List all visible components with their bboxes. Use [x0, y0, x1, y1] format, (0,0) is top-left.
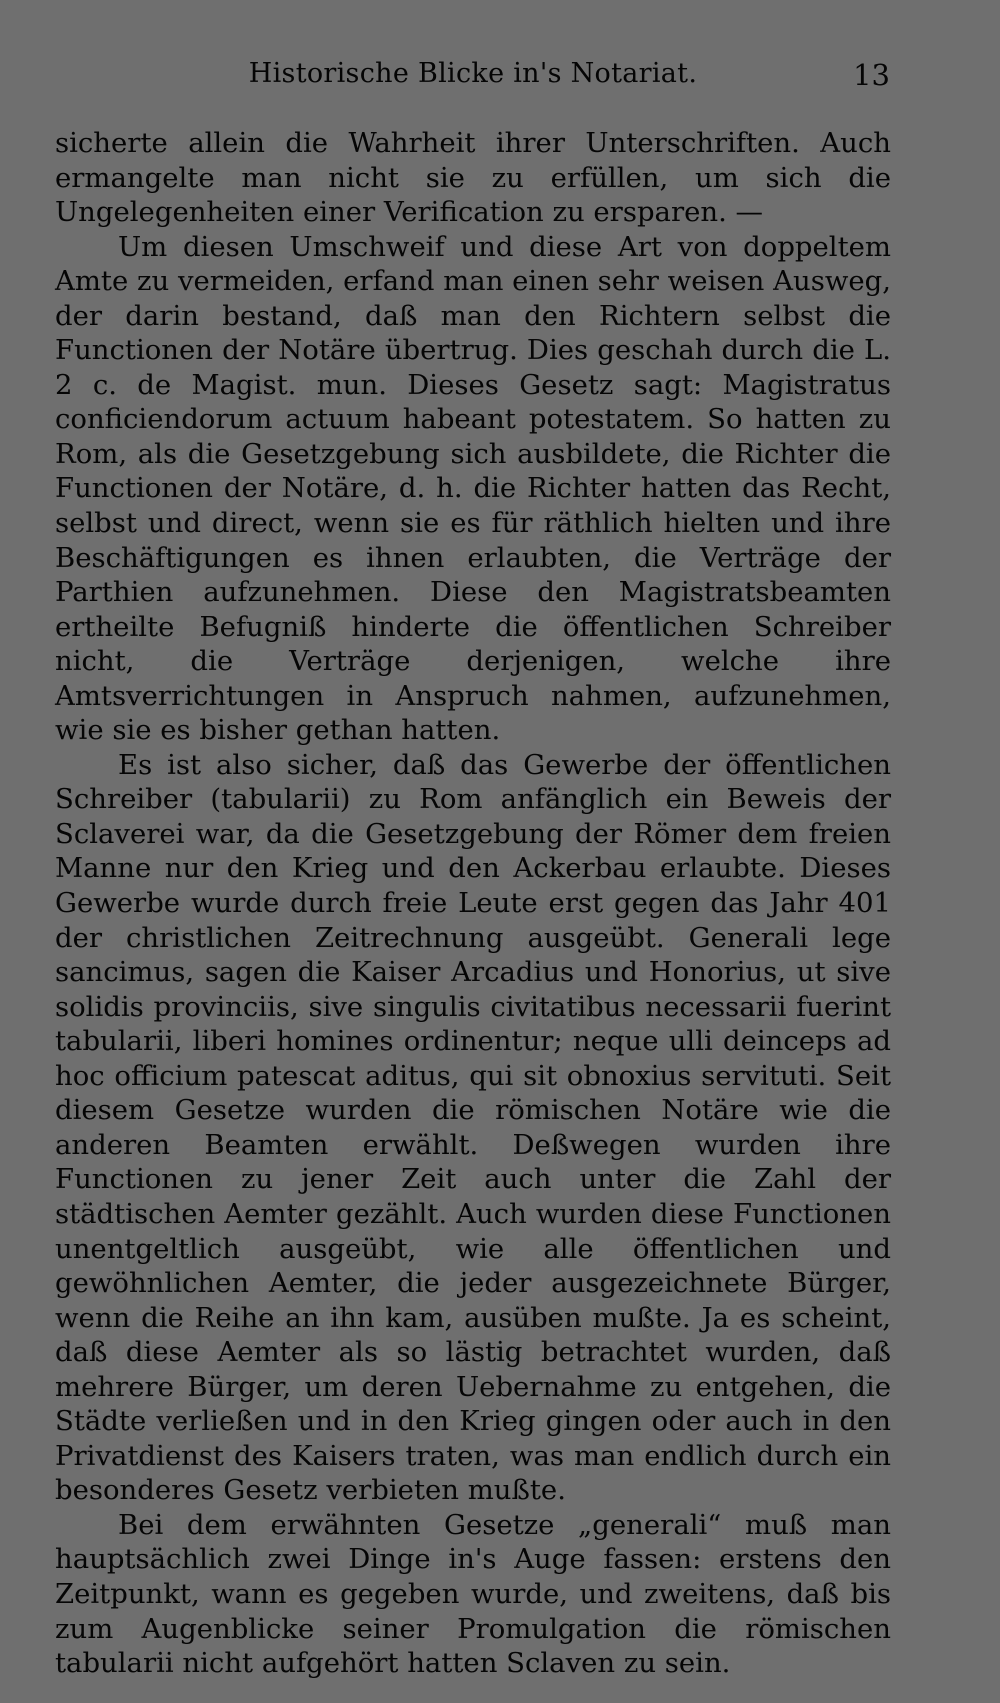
paragraph: Um diesen Umschweif und diese Art von doppeltem Amte zu vermeiden, erfand man einen sehr weisen Ausweg, der darin bestand, daß man den Richtern selbst die Functionen der Notäre übertrug. Dies geschah durch die L. 2 c. de Magist. mun. Dieses Gesetz sagt: Magistratus conficiendorum actuum habeant potestatem. So hatten zu Rom, als die Gesetzgebung sich ausbildete, die Richter die Functionen der Notäre, d. h. die Richter hatten das Recht, selbst und direct, wenn sie es für räthlich hielten und ihre Beschäftigungen es ihnen erlaubten, die Verträge der Parthien aufzunehmen. Diese den Magistratsbeamten ertheilte Befugniß hinderte die öffentlichen Schreiber nicht, die Verträge derjenigen, welche ihre Amtsverrichtungen in Anspruch nahmen, aufzunehmen, wie sie es bisher gethan hatten. — [55, 230, 891, 747]
paragraph-continued: sicherte allein die Wahrheit ihrer Unterschriften. Auch ermangelte man nicht sie zu erfüllen, um sich die Ungelegenheiten einer Verification zu ersparen. — — [55, 127, 891, 229]
paragraph: Es ist also sicher, daß das Gewerbe der öffentlichen Schreiber (tabularii) zu Rom anfänglich ein Beweis der Sclaverei war, da die Gesetzgebung der Römer dem freien Manne nur den Krieg und den Ackerbau erlaubte. Dieses Gewerbe wurde durch freie Leute erst gegen das Jahr 401 der christlichen Zeitrechnung ausgeübt. Generali lege sancimus, sagen die Kaiser Arcadius und Honorius, ut sive solidis provinciis, sive singulis civitatibus necessarii fuerint tabularii, liberi homines ordinentur; neque ulli deinceps ad hoc officium patescat aditus, qui sit obnoxius servituti. Seit diesem Gesetze wurden die römischen Notäre wie die anderen Beamten erwählt. Deßwegen wurden ihre Functionen zu jener Zeit auch unter die Zahl der städtischen Aemter gezählt. Auch wurden diese Functionen unentgeltlich ausgeübt, wie alle öffentlichen und gewöhnlichen Aemter, die jeder ausgezeichnete Bürger, wenn die Reihe an ihn kam, ausüben mußte. Ja es scheint, daß diese Aemter als so lästig betrachtet wurden, daß mehrere Bürger, um deren Uebernahme zu entgehen, die Städte verließen und in den Krieg gingen oder auch in den Privatdienst des Kaisers traten, was man endlich durch ein besonderes Gesetz verbieten mußte. — [55, 748, 891, 1507]
running-title: Historische Blicke in's Notariat. — [248, 58, 698, 89]
paragraph: Bei dem erwähnten Gesetze „generali“ muß man hauptsächlich zwei Dinge in's Auge fassen: erstens den Zeitpunkt, wann es gegeben wurde, und zweitens, daß bis zum Augenblicke seiner Promulgation die römischen tabularii nicht aufgehört hatten Sclaven zu sein. — [55, 1508, 891, 1680]
page-number: 13 — [853, 58, 890, 92]
page-header — [56, 58, 890, 98]
body-text — [55, 126, 891, 1681]
